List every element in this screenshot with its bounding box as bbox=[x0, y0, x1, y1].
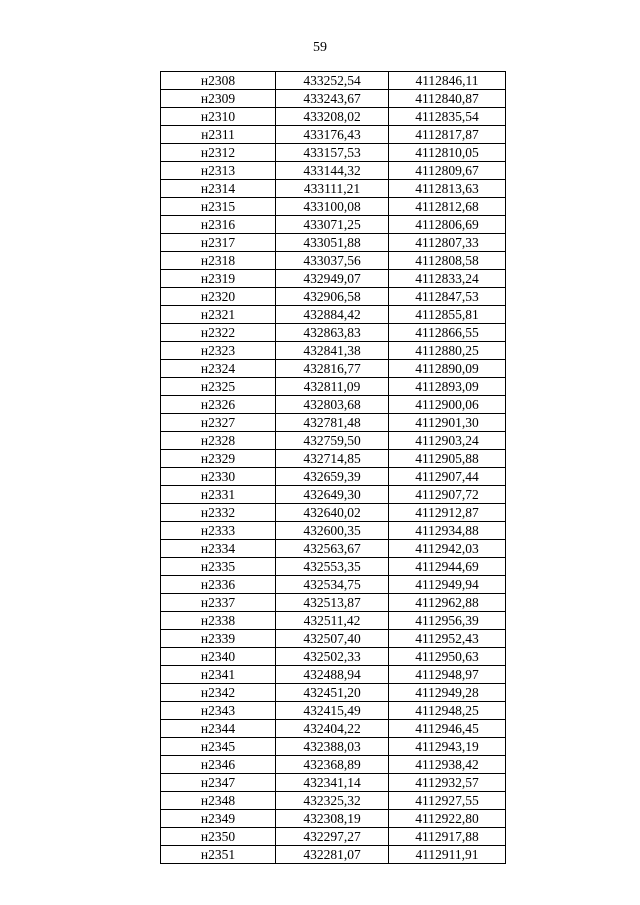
table-row bbox=[161, 162, 506, 180]
x-coordinate-cell: 432863,83 bbox=[276, 324, 389, 342]
x-coordinate-cell: 432781,48 bbox=[276, 414, 389, 432]
point-id-cell: н2324 bbox=[161, 360, 276, 378]
point-id-cell: н2314 bbox=[161, 180, 276, 198]
y-coordinate-cell: 4112934,88 bbox=[389, 522, 506, 540]
table-row bbox=[161, 558, 506, 576]
point-id-cell: н2351 bbox=[161, 846, 276, 864]
table-row bbox=[161, 450, 506, 468]
point-id-cell: н2325 bbox=[161, 378, 276, 396]
table-row bbox=[161, 540, 506, 558]
y-coordinate-cell: 4112949,94 bbox=[389, 576, 506, 594]
x-coordinate-cell: 432600,35 bbox=[276, 522, 389, 540]
table-row bbox=[161, 666, 506, 684]
table-row bbox=[161, 630, 506, 648]
x-coordinate-cell: 433051,88 bbox=[276, 234, 389, 252]
y-coordinate-cell: 4112840,87 bbox=[389, 90, 506, 108]
table-row bbox=[161, 738, 506, 756]
y-coordinate-cell: 4112813,63 bbox=[389, 180, 506, 198]
point-id-cell: н2311 bbox=[161, 126, 276, 144]
point-id-cell: н2336 bbox=[161, 576, 276, 594]
y-coordinate-cell: 4112948,25 bbox=[389, 702, 506, 720]
y-coordinate-cell: 4112911,91 bbox=[389, 846, 506, 864]
y-coordinate-cell: 4112944,69 bbox=[389, 558, 506, 576]
table-row bbox=[161, 612, 506, 630]
y-coordinate-cell: 4112922,80 bbox=[389, 810, 506, 828]
x-coordinate-cell: 433037,56 bbox=[276, 252, 389, 270]
x-coordinate-cell: 432640,02 bbox=[276, 504, 389, 522]
x-coordinate-cell: 432563,67 bbox=[276, 540, 389, 558]
y-coordinate-cell: 4112835,54 bbox=[389, 108, 506, 126]
point-id-cell: н2348 bbox=[161, 792, 276, 810]
y-coordinate-cell: 4112905,88 bbox=[389, 450, 506, 468]
y-coordinate-cell: 4112942,03 bbox=[389, 540, 506, 558]
table-row bbox=[161, 486, 506, 504]
table-row bbox=[161, 594, 506, 612]
point-id-cell: н2309 bbox=[161, 90, 276, 108]
x-coordinate-cell: 433252,54 bbox=[276, 72, 389, 90]
x-coordinate-cell: 433176,43 bbox=[276, 126, 389, 144]
x-coordinate-cell: 432816,77 bbox=[276, 360, 389, 378]
table-row bbox=[161, 270, 506, 288]
x-coordinate-cell: 432714,85 bbox=[276, 450, 389, 468]
point-id-cell: н2330 bbox=[161, 468, 276, 486]
table-row bbox=[161, 288, 506, 306]
table-row bbox=[161, 828, 506, 846]
point-id-cell: н2312 bbox=[161, 144, 276, 162]
table-row bbox=[161, 432, 506, 450]
point-id-cell: н2331 bbox=[161, 486, 276, 504]
table-row bbox=[161, 324, 506, 342]
table-row bbox=[161, 306, 506, 324]
point-id-cell: н2343 bbox=[161, 702, 276, 720]
table-row bbox=[161, 810, 506, 828]
y-coordinate-cell: 4112907,72 bbox=[389, 486, 506, 504]
table-row bbox=[161, 144, 506, 162]
x-coordinate-cell: 432502,33 bbox=[276, 648, 389, 666]
x-coordinate-cell: 432297,27 bbox=[276, 828, 389, 846]
y-coordinate-cell: 4112912,87 bbox=[389, 504, 506, 522]
y-coordinate-cell: 4112847,53 bbox=[389, 288, 506, 306]
point-id-cell: н2308 bbox=[161, 72, 276, 90]
x-coordinate-cell: 432507,40 bbox=[276, 630, 389, 648]
y-coordinate-cell: 4112950,63 bbox=[389, 648, 506, 666]
x-coordinate-cell: 433208,02 bbox=[276, 108, 389, 126]
point-id-cell: н2321 bbox=[161, 306, 276, 324]
point-id-cell: н2349 bbox=[161, 810, 276, 828]
y-coordinate-cell: 4112833,24 bbox=[389, 270, 506, 288]
y-coordinate-cell: 4112866,55 bbox=[389, 324, 506, 342]
x-coordinate-cell: 433100,08 bbox=[276, 198, 389, 216]
y-coordinate-cell: 4112880,25 bbox=[389, 342, 506, 360]
x-coordinate-cell: 433071,25 bbox=[276, 216, 389, 234]
x-coordinate-cell: 432949,07 bbox=[276, 270, 389, 288]
y-coordinate-cell: 4112956,39 bbox=[389, 612, 506, 630]
point-id-cell: н2310 bbox=[161, 108, 276, 126]
table-row bbox=[161, 396, 506, 414]
point-id-cell: н2338 bbox=[161, 612, 276, 630]
table-row bbox=[161, 414, 506, 432]
point-id-cell: н2334 bbox=[161, 540, 276, 558]
x-coordinate-cell: 432884,42 bbox=[276, 306, 389, 324]
y-coordinate-cell: 4112932,57 bbox=[389, 774, 506, 792]
x-coordinate-cell: 432451,20 bbox=[276, 684, 389, 702]
y-coordinate-cell: 4112893,09 bbox=[389, 378, 506, 396]
y-coordinate-cell: 4112948,97 bbox=[389, 666, 506, 684]
point-id-cell: н2335 bbox=[161, 558, 276, 576]
table-row bbox=[161, 504, 506, 522]
point-id-cell: н2315 bbox=[161, 198, 276, 216]
x-coordinate-cell: 432511,42 bbox=[276, 612, 389, 630]
point-id-cell: н2319 bbox=[161, 270, 276, 288]
x-coordinate-cell: 432759,50 bbox=[276, 432, 389, 450]
table-row bbox=[161, 720, 506, 738]
y-coordinate-cell: 4112938,42 bbox=[389, 756, 506, 774]
x-coordinate-cell: 432841,38 bbox=[276, 342, 389, 360]
point-id-cell: н2342 bbox=[161, 684, 276, 702]
point-id-cell: н2332 bbox=[161, 504, 276, 522]
y-coordinate-cell: 4112890,09 bbox=[389, 360, 506, 378]
table-row bbox=[161, 846, 506, 864]
x-coordinate-cell: 432415,49 bbox=[276, 702, 389, 720]
point-id-cell: н2340 bbox=[161, 648, 276, 666]
point-id-cell: н2317 bbox=[161, 234, 276, 252]
x-coordinate-cell: 432281,07 bbox=[276, 846, 389, 864]
x-coordinate-cell: 432488,94 bbox=[276, 666, 389, 684]
x-coordinate-cell: 432803,68 bbox=[276, 396, 389, 414]
y-coordinate-cell: 4112962,88 bbox=[389, 594, 506, 612]
y-coordinate-cell: 4112946,45 bbox=[389, 720, 506, 738]
point-id-cell: н2327 bbox=[161, 414, 276, 432]
x-coordinate-cell: 432388,03 bbox=[276, 738, 389, 756]
table-row bbox=[161, 774, 506, 792]
point-id-cell: н2347 bbox=[161, 774, 276, 792]
x-coordinate-cell: 432341,14 bbox=[276, 774, 389, 792]
y-coordinate-cell: 4112917,88 bbox=[389, 828, 506, 846]
x-coordinate-cell: 432649,30 bbox=[276, 486, 389, 504]
table-row bbox=[161, 198, 506, 216]
y-coordinate-cell: 4112808,58 bbox=[389, 252, 506, 270]
y-coordinate-cell: 4112806,69 bbox=[389, 216, 506, 234]
table-row bbox=[161, 756, 506, 774]
y-coordinate-cell: 4112901,30 bbox=[389, 414, 506, 432]
x-coordinate-cell: 432553,35 bbox=[276, 558, 389, 576]
point-id-cell: н2350 bbox=[161, 828, 276, 846]
y-coordinate-cell: 4112812,68 bbox=[389, 198, 506, 216]
y-coordinate-cell: 4112949,28 bbox=[389, 684, 506, 702]
table-row bbox=[161, 342, 506, 360]
table-row bbox=[161, 360, 506, 378]
x-coordinate-cell: 432906,58 bbox=[276, 288, 389, 306]
point-id-cell: н2337 bbox=[161, 594, 276, 612]
y-coordinate-cell: 4112809,67 bbox=[389, 162, 506, 180]
y-coordinate-cell: 4112817,87 bbox=[389, 126, 506, 144]
table-row bbox=[161, 468, 506, 486]
x-coordinate-cell: 432325,32 bbox=[276, 792, 389, 810]
x-coordinate-cell: 433243,67 bbox=[276, 90, 389, 108]
coordinates-table bbox=[160, 71, 506, 864]
table-row bbox=[161, 648, 506, 666]
x-coordinate-cell: 432534,75 bbox=[276, 576, 389, 594]
y-coordinate-cell: 4112807,33 bbox=[389, 234, 506, 252]
table-row bbox=[161, 378, 506, 396]
table-row bbox=[161, 234, 506, 252]
x-coordinate-cell: 433144,32 bbox=[276, 162, 389, 180]
x-coordinate-cell: 432404,22 bbox=[276, 720, 389, 738]
table-row bbox=[161, 180, 506, 198]
table-row bbox=[161, 90, 506, 108]
y-coordinate-cell: 4112943,19 bbox=[389, 738, 506, 756]
point-id-cell: н2318 bbox=[161, 252, 276, 270]
y-coordinate-cell: 4112927,55 bbox=[389, 792, 506, 810]
table-row bbox=[161, 576, 506, 594]
y-coordinate-cell: 4112846,11 bbox=[389, 72, 506, 90]
table-row bbox=[161, 126, 506, 144]
table-row bbox=[161, 72, 506, 90]
x-coordinate-cell: 433157,53 bbox=[276, 144, 389, 162]
y-coordinate-cell: 4112952,43 bbox=[389, 630, 506, 648]
table-row bbox=[161, 684, 506, 702]
point-id-cell: н2339 bbox=[161, 630, 276, 648]
table-row bbox=[161, 702, 506, 720]
point-id-cell: н2323 bbox=[161, 342, 276, 360]
x-coordinate-cell: 432368,89 bbox=[276, 756, 389, 774]
x-coordinate-cell: 432659,39 bbox=[276, 468, 389, 486]
point-id-cell: н2329 bbox=[161, 450, 276, 468]
x-coordinate-cell: 433111,21 bbox=[276, 180, 389, 198]
y-coordinate-cell: 4112810,05 bbox=[389, 144, 506, 162]
point-id-cell: н2328 bbox=[161, 432, 276, 450]
y-coordinate-cell: 4112903,24 bbox=[389, 432, 506, 450]
page-number: 59 bbox=[313, 40, 327, 55]
point-id-cell: н2341 bbox=[161, 666, 276, 684]
x-coordinate-cell: 432513,87 bbox=[276, 594, 389, 612]
x-coordinate-cell: 432811,09 bbox=[276, 378, 389, 396]
point-id-cell: н2333 bbox=[161, 522, 276, 540]
y-coordinate-cell: 4112855,81 bbox=[389, 306, 506, 324]
x-coordinate-cell: 432308,19 bbox=[276, 810, 389, 828]
point-id-cell: н2326 bbox=[161, 396, 276, 414]
table-row bbox=[161, 108, 506, 126]
point-id-cell: н2346 bbox=[161, 756, 276, 774]
coordinates-table-body bbox=[161, 72, 506, 864]
point-id-cell: н2322 bbox=[161, 324, 276, 342]
point-id-cell: н2316 bbox=[161, 216, 276, 234]
y-coordinate-cell: 4112900,06 bbox=[389, 396, 506, 414]
y-coordinate-cell: 4112907,44 bbox=[389, 468, 506, 486]
table-row bbox=[161, 216, 506, 234]
point-id-cell: н2313 bbox=[161, 162, 276, 180]
point-id-cell: н2320 bbox=[161, 288, 276, 306]
table-row bbox=[161, 522, 506, 540]
point-id-cell: н2345 bbox=[161, 738, 276, 756]
table-row bbox=[161, 252, 506, 270]
point-id-cell: н2344 bbox=[161, 720, 276, 738]
table-row bbox=[161, 792, 506, 810]
